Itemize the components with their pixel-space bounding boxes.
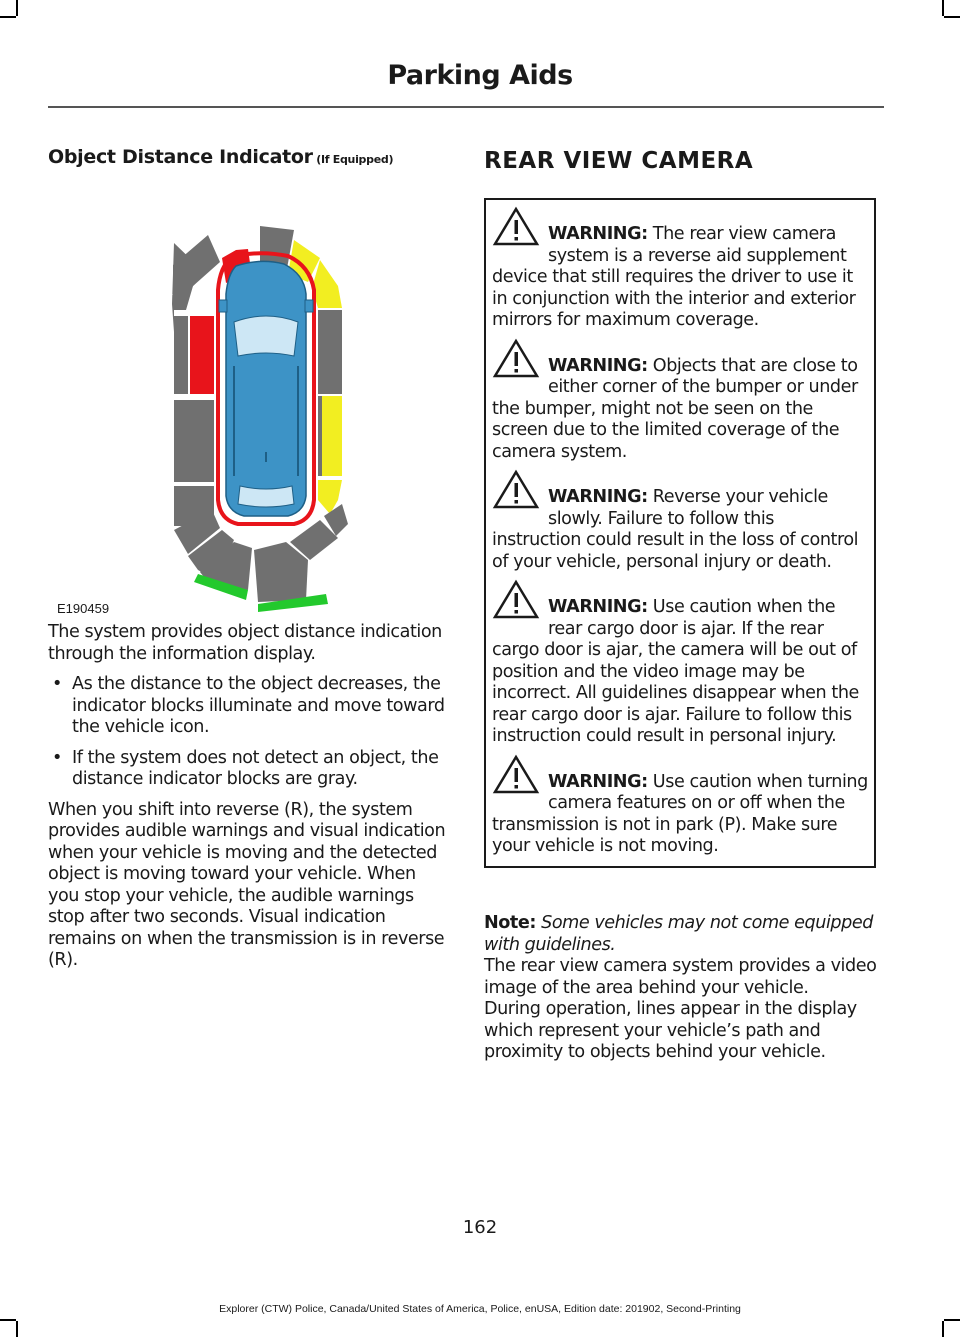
warning-text: Reverse your vehicle slowly. Failure to follow this instruction could result in the loss of control of your vehicle, personal injury or death.	[492, 487, 859, 572]
figure-code: E190459	[57, 601, 110, 616]
crop-mark	[16, 1321, 18, 1337]
warning-item	[492, 487, 868, 573]
crop-mark	[942, 1321, 944, 1337]
bullet-item	[48, 674, 448, 739]
note-text: Some vehicles may not come equipped with guidelines.	[484, 913, 873, 955]
vehicle-windshield	[234, 316, 298, 356]
vehicle-rear-window	[238, 486, 294, 507]
camera-paragraph-2: During operation, lines appear in the display which represent your vehicle’s path and proximity to objects behind your vehicle.	[484, 999, 857, 1062]
warning-item	[492, 356, 868, 464]
crop-mark	[944, 16, 960, 18]
subheading-text: Object Distance Indicator	[48, 146, 313, 168]
warning-triangle-icon	[492, 754, 544, 794]
warning-triangle-icon	[492, 338, 544, 378]
warning-label: WARNING:	[548, 487, 648, 507]
bullet-list	[48, 674, 448, 791]
warning-label: WARNING:	[548, 224, 648, 244]
zone-right-yellow	[322, 396, 342, 476]
vehicle-icon	[226, 261, 306, 516]
right-column	[484, 146, 880, 1062]
warning-text: Objects that are close to either corner of the bumper or under the bumper, might not be seen on the screen due to the limited coverage of the camera system.	[492, 355, 858, 462]
zone-left-gray-1	[174, 316, 188, 394]
warning-triangle-icon	[492, 579, 544, 619]
warning-item	[492, 772, 868, 858]
page-header-title: Parking Aids	[387, 60, 573, 91]
zone-right-gray-1	[318, 310, 342, 394]
object-distance-figure	[48, 170, 448, 622]
note-label: Note:	[484, 913, 536, 933]
warning-label: WARNING:	[548, 597, 648, 617]
intro-paragraph: The system provides object distance indication through the information display.	[48, 622, 442, 664]
bullet-text: If the system does not detect an object, the distance indicator blocks are gray.	[72, 747, 439, 789]
rear-view-camera-heading: REAR VIEW CAMERA	[484, 148, 754, 174]
warning-item	[492, 224, 868, 332]
bullet-dot: •	[52, 747, 62, 768]
bullet-item	[48, 748, 448, 791]
warning-label: WARNING:	[548, 771, 648, 792]
vehicle-mirror-left	[219, 300, 227, 312]
crop-mark	[944, 1319, 960, 1321]
crop-mark	[16, 0, 18, 16]
reverse-paragraph: When you shift into reverse (R), the system provides audible warnings and visual indication when your vehicle is moving and the detected object is moving toward your vehicle. When you stop your vehicle, the audible warnings stop after two seconds. Visual indication remains on when the transmission is in reverse (R).	[48, 799, 446, 970]
warning-triangle-icon	[492, 206, 544, 246]
left-column	[48, 146, 448, 972]
zone-front-yellow-2	[312, 260, 342, 308]
warning-text: The rear view camera system is a reverse aid supplement device that still requires the driver to use it in conjunction with the interior and exterior mirrors for maximum coverage.	[492, 224, 856, 330]
camera-paragraph-1: The rear view camera system provides a video image of the area behind your vehicle.	[484, 956, 877, 998]
warning-box	[484, 198, 876, 868]
warning-triangle-icon	[492, 469, 544, 509]
object-distance-subheading	[48, 146, 448, 168]
note-paragraph	[484, 913, 880, 956]
header-rule	[48, 106, 884, 108]
zone-rear-center	[254, 542, 308, 602]
crop-mark	[942, 0, 944, 16]
zone-left-gray-2	[174, 400, 214, 482]
parking-sensor-diagram	[48, 170, 448, 622]
warning-text: Use caution when the rear cargo door is ajar. If the rear cargo door is ajar, the camera will be out of position and the video image may be incorrect. All guidelines disappear when the rear cargo door is ajar. Failure to follow this instruction could result in personal injury.	[492, 597, 859, 746]
bullet-text: As the distance to the object decreases, the indicator blocks illuminate and move toward the vehicle icon.	[72, 674, 445, 737]
camera-description	[484, 913, 880, 1064]
crop-mark	[0, 1319, 16, 1321]
crop-mark	[0, 16, 16, 18]
zone-left-red	[190, 316, 214, 394]
zone-right-gray-2	[318, 396, 322, 476]
warning-label: WARNING:	[548, 355, 648, 376]
bullet-dot: •	[52, 674, 62, 694]
page-footer: Explorer (CTW) Police, Canada/United States of America, Police, enUSA, Edition date: 201902, Second-Printing	[219, 1303, 741, 1315]
warning-text: Use caution when turning camera features on or off when the transmission is not in park (P). Make sure your vehicle is not moving.	[492, 771, 868, 856]
page-number: 162	[462, 1217, 498, 1238]
subheading-suffix: (If Equipped)	[312, 153, 394, 166]
vehicle-mirror-right	[305, 300, 313, 312]
warning-item	[492, 597, 868, 748]
